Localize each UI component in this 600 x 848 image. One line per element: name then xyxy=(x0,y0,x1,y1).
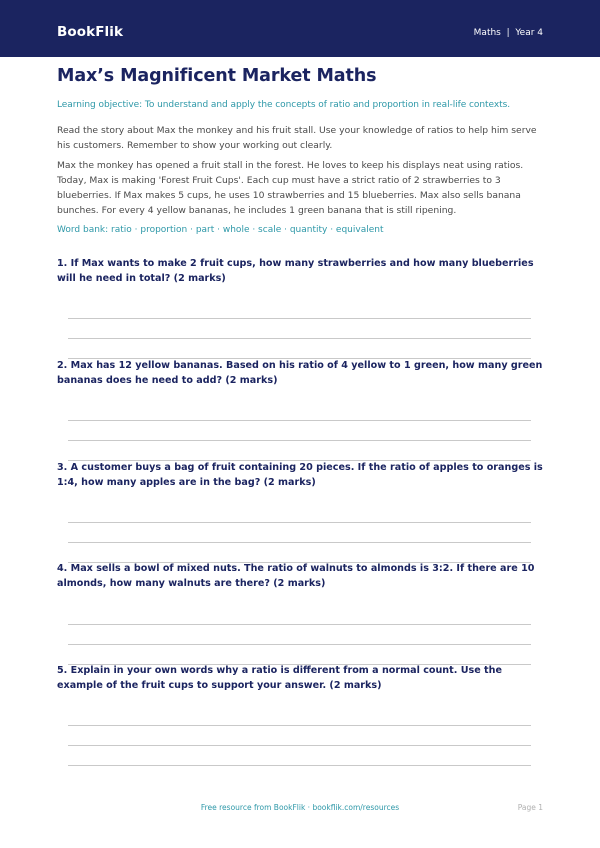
answer-line[interactable] xyxy=(68,420,531,421)
story-paragraph: Max the monkey has opened a fruit stall in the forest. He loves to keep his displays neat using ratios. Today, Max is making 'Forest Fruit Cups'. Each cup must have a strict ratio of 2 strawberries to 3 blueberries. If Max makes 5 cups, he uses 10 strawberries and 15 blueberries. Max also sells banana bunches. For every 4 yellow bananas, he includes 1 green banana that is still ripening. xyxy=(57,160,524,216)
question-4: 4. Max sells a bowl of mixed nuts. The ratio of walnuts to almonds is 3:2. If there are 10 almonds, how many walnuts are there? (2 marks) xyxy=(57,563,535,589)
question-2: 2. Max has 12 yellow bananas. Based on his ratio of 4 yellow to 1 green, how many green bananas does he need to add? (2 marks) xyxy=(57,360,543,386)
question-3: 3. A customer buys a bag of fruit containing 20 pieces. If the ratio of apples to oranges is 1:4, how many apples are in the bag? (2 marks) xyxy=(57,462,543,488)
intro-paragraph: Read the story about Max the monkey and his fruit stall. Use your knowledge of ratios to help him serve his customers. Remember to show your working out clearly. xyxy=(57,125,537,151)
answer-line[interactable] xyxy=(68,644,531,645)
word-bank: Word bank: ratio · proportion · part · whole · scale · quantity · equivalent xyxy=(57,225,384,235)
question-1: 1. If Max wants to make 2 fruit cups, how many strawberries and how many blueberries will he need in total? (2 marks) xyxy=(57,258,534,284)
question-5: 5. Explain in your own words why a ratio is different from a normal count. Use the example of the fruit cups to support your answer. (2 marks) xyxy=(57,665,502,691)
answer-line[interactable] xyxy=(68,318,531,319)
answer-line[interactable] xyxy=(68,522,531,523)
answer-line[interactable] xyxy=(68,542,531,543)
answer-line[interactable] xyxy=(68,745,531,746)
footer-resource-link[interactable]: Free resource from BookFlik · bookflik.com/resources xyxy=(200,803,400,812)
header-bar xyxy=(0,0,600,57)
answer-line[interactable] xyxy=(68,765,531,766)
answer-line[interactable] xyxy=(68,725,531,726)
subject-meta: Maths | Year 4 xyxy=(473,28,543,38)
answer-line[interactable] xyxy=(68,338,531,339)
learning-objective: Learning objective: To understand and apply the concepts of ratio and proportion in real-life contexts. xyxy=(57,100,511,110)
answer-line[interactable] xyxy=(68,440,531,441)
worksheet-title: Max’s Magnificent Market Maths xyxy=(57,66,377,86)
answer-line[interactable] xyxy=(68,624,531,625)
page-number: Page 1 xyxy=(517,803,543,812)
brand-logo: BookFlik xyxy=(57,24,124,40)
